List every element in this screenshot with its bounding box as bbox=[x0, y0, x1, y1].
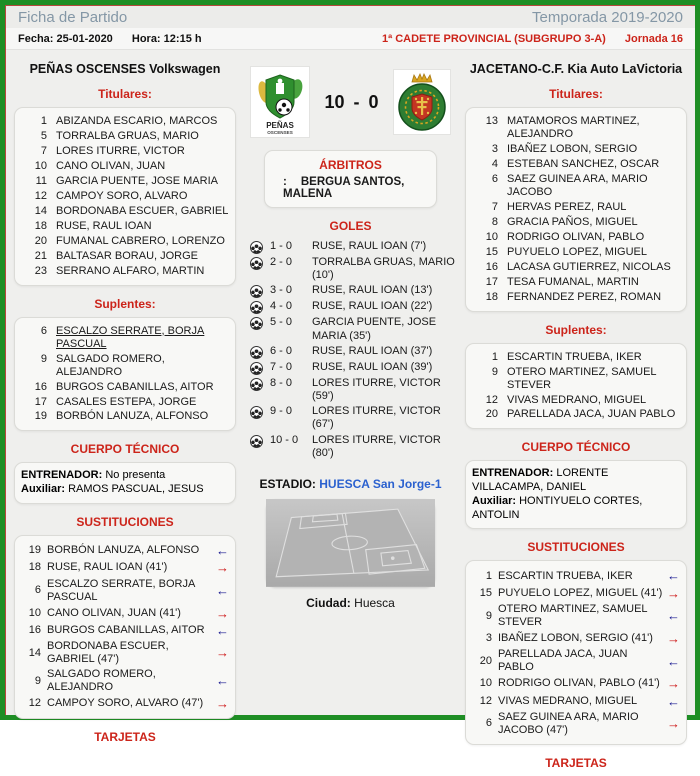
home-cuerpo-tecnico-heading: CUERPO TÉCNICO bbox=[70, 442, 180, 457]
player-name: BORBÓN LANUZA, ALFONSO bbox=[47, 544, 200, 557]
player-name: CANO OLIVAN, JUAN (41') bbox=[47, 606, 181, 619]
player-name: GRACIA PAÑOS, MIGUEL bbox=[507, 215, 638, 228]
home-suplentes-heading: Suplentes: bbox=[94, 296, 156, 311]
goal-row bbox=[246, 360, 455, 376]
goal-score: 4 - 0 bbox=[270, 300, 293, 313]
player-row bbox=[472, 407, 680, 422]
goal-score: 5 - 0 bbox=[270, 316, 293, 329]
player-name: FERNANDEZ PEREZ, ROMAN bbox=[507, 290, 662, 303]
goal-score: 1 - 0 bbox=[270, 240, 293, 252]
player-name: ESCARTIN TRUEBA, IKER bbox=[507, 350, 642, 363]
away-cuerpo-tecnico-box bbox=[465, 460, 687, 529]
player-row bbox=[472, 142, 680, 157]
goles-heading: GOLES bbox=[329, 219, 372, 233]
player-name: VIVAS MEDRANO, MIGUEL bbox=[507, 393, 647, 406]
goals-list bbox=[244, 239, 457, 461]
soccer-ball-icon bbox=[250, 257, 263, 270]
player-name: CASALES ESTEPA, JORGE bbox=[56, 395, 197, 408]
goal-row bbox=[246, 344, 455, 360]
player-name: TESA FUMANAL, MARTIN bbox=[507, 275, 639, 288]
goal-scorer: RUSE, RAUL IOAN (39') bbox=[312, 360, 433, 373]
player-row bbox=[21, 264, 229, 279]
final-score bbox=[324, 92, 378, 113]
player-number: 15 bbox=[485, 245, 498, 258]
player-name: RUSE, RAUL IOAN (41') bbox=[47, 561, 168, 574]
jornada-label: Jornada 16 bbox=[624, 33, 683, 45]
player-name: FUMANAL CABRERO, LORENZO bbox=[56, 234, 225, 247]
soccer-ball-icon bbox=[250, 241, 263, 254]
home-score: 10 bbox=[324, 91, 345, 112]
player-number: 5 bbox=[40, 129, 47, 142]
player-number: 1 bbox=[40, 115, 47, 127]
home-sustituciones-box bbox=[14, 535, 236, 719]
goal-row bbox=[246, 376, 455, 404]
player-number: 1 bbox=[491, 350, 498, 363]
player-row bbox=[21, 409, 229, 424]
competition-group bbox=[382, 33, 683, 45]
home-team-name: PEÑAS OSCENSES Volkswagen bbox=[29, 62, 221, 76]
auxiliar-label: Auxiliar: bbox=[472, 494, 517, 507]
player-name: RODRIGO OLIVAN, PABLO (41') bbox=[498, 677, 660, 690]
entrenador-label: ENTRENADOR: bbox=[21, 469, 103, 482]
player-number: 9 bbox=[40, 352, 47, 365]
player-row bbox=[21, 114, 229, 129]
player-name: CAMPOY SORO, ALVARO (47') bbox=[47, 697, 204, 710]
player-number: 18 bbox=[485, 290, 498, 303]
player-name: ESTEBAN SANCHEZ, OSCAR bbox=[507, 157, 660, 170]
goal-row bbox=[246, 239, 455, 255]
player-row bbox=[21, 204, 229, 219]
player-name: RUSE, RAUL IOAN bbox=[56, 219, 152, 232]
player-name: SERRANO ALFARO, MARTIN bbox=[56, 264, 205, 277]
goal-score: 8 - 0 bbox=[270, 376, 293, 389]
player-name: BURGOS CABANILLAS, AITOR bbox=[47, 624, 205, 637]
estadio-label: ESTADIO: bbox=[259, 476, 316, 491]
player-name: SAEZ GUINEA ARA, MARIO JACOBO (47') bbox=[498, 710, 639, 736]
player-number: 6 bbox=[485, 717, 492, 730]
player-number: 6 bbox=[40, 324, 47, 337]
player-row bbox=[472, 393, 680, 408]
away-suplentes-heading: Suplentes: bbox=[545, 322, 607, 337]
auxiliar-label: Auxiliar: bbox=[21, 483, 66, 496]
fecha-value: 25-01-2020 bbox=[56, 33, 113, 45]
date-time-group bbox=[18, 33, 202, 45]
away-team-crest bbox=[393, 69, 451, 135]
goal-score: 7 - 0 bbox=[270, 360, 293, 373]
player-number: 12 bbox=[28, 697, 41, 710]
away-cuerpo-tecnico-heading: CUERPO TÉCNICO bbox=[521, 440, 631, 455]
svg-text:PEÑAS: PEÑAS bbox=[266, 121, 295, 130]
substitution-arrow-icon bbox=[213, 543, 229, 558]
player-number: 13 bbox=[485, 115, 498, 127]
goal-score: 6 - 0 bbox=[270, 344, 293, 357]
away-entrenador-line bbox=[472, 467, 680, 495]
player-row bbox=[472, 350, 680, 365]
player-row bbox=[21, 174, 229, 189]
player-number: 20 bbox=[34, 234, 47, 247]
player-number: 12 bbox=[34, 189, 47, 202]
player-name: CANO OLIVAN, JUAN bbox=[56, 159, 166, 172]
home-cuerpo-tecnico-box bbox=[14, 462, 236, 504]
player-row bbox=[472, 114, 680, 142]
player-row bbox=[472, 245, 680, 260]
player-number: 18 bbox=[28, 561, 41, 574]
player-row bbox=[21, 324, 229, 352]
substitution-arrow-icon bbox=[213, 583, 229, 598]
home-team-column bbox=[14, 56, 236, 776]
player-name: BORBÓN LANUZA, ALFONSO bbox=[56, 410, 209, 423]
home-suplentes-box bbox=[14, 317, 236, 432]
home-sustituciones-heading: SUSTITUCIONES bbox=[76, 514, 174, 529]
ciudad-line bbox=[244, 596, 457, 610]
player-number: 20 bbox=[485, 408, 498, 421]
player-number: 6 bbox=[34, 584, 41, 597]
match-center-column bbox=[244, 56, 457, 776]
player-number: 21 bbox=[34, 249, 47, 262]
player-number: 12 bbox=[479, 694, 492, 707]
arbitros-heading: ÁRBITROS bbox=[319, 158, 382, 172]
goal-row bbox=[246, 299, 455, 315]
player-number: 16 bbox=[34, 380, 47, 393]
substitution-row bbox=[472, 630, 680, 647]
player-name: GARCIA PUENTE, JOSE MARIA bbox=[56, 174, 218, 187]
player-number: 4 bbox=[491, 157, 498, 170]
player-number: 20 bbox=[479, 654, 492, 667]
soccer-ball-icon bbox=[250, 285, 263, 298]
player-row bbox=[21, 159, 229, 174]
player-number: 19 bbox=[34, 410, 47, 423]
player-number: 10 bbox=[479, 677, 492, 690]
competition-label: 1ª CADETE PROVINCIAL (SUBGRUPO 3-A) bbox=[381, 33, 606, 45]
goal-score: 3 - 0 bbox=[270, 284, 293, 297]
away-sustituciones-box bbox=[465, 560, 687, 744]
player-name: LORES ITURRE, VICTOR bbox=[56, 144, 185, 157]
substitution-arrow-icon bbox=[664, 631, 680, 646]
player-row bbox=[21, 219, 229, 234]
player-number: 18 bbox=[34, 219, 47, 232]
page-title: Ficha de Partido bbox=[18, 9, 128, 26]
player-number: 10 bbox=[485, 230, 498, 243]
substitution-arrow-icon bbox=[213, 606, 229, 621]
player-number: 6 bbox=[491, 172, 498, 185]
home-auxiliar-line bbox=[21, 483, 229, 497]
substitution-row bbox=[21, 559, 229, 576]
player-name: PARELLADA JACA, JUAN PABLO bbox=[498, 648, 628, 674]
goal-scorer: TORRALBA GRUAS, MARIO (10') bbox=[312, 256, 455, 282]
goal-row bbox=[246, 315, 455, 343]
goal-row bbox=[246, 433, 455, 461]
player-number: 10 bbox=[34, 159, 47, 172]
soccer-ball-icon bbox=[250, 346, 263, 359]
player-number: 15 bbox=[479, 586, 492, 599]
player-number: 9 bbox=[34, 674, 41, 687]
player-name: HERVAS PEREZ, RAUL bbox=[507, 200, 627, 213]
player-number: 7 bbox=[40, 144, 47, 157]
substitution-arrow-icon bbox=[664, 694, 680, 709]
player-number: 14 bbox=[28, 646, 41, 659]
substitution-arrow-icon bbox=[213, 673, 229, 688]
player-name: BORDONABA ESCUER, GABRIEL (47') bbox=[47, 640, 169, 666]
entrenador-label: ENTRENADOR: bbox=[472, 467, 554, 480]
entrenador-value: LORENTE VILLACAMPA, DANIEL bbox=[472, 467, 609, 494]
substitution-row bbox=[472, 675, 680, 692]
substitution-row bbox=[472, 585, 680, 602]
away-auxiliar-line bbox=[472, 495, 680, 523]
season-label: Temporada 2019-2020 bbox=[532, 9, 683, 26]
goal-scorer: RUSE, RAUL IOAN (22') bbox=[312, 300, 433, 313]
player-row bbox=[21, 352, 229, 380]
arbitro-prefix: : bbox=[283, 176, 287, 188]
player-row bbox=[21, 189, 229, 204]
player-row bbox=[21, 129, 229, 144]
player-number: 8 bbox=[491, 215, 498, 228]
arbitro-name: BERGUA SANTOS, MALENA bbox=[283, 176, 405, 200]
player-row bbox=[472, 172, 680, 200]
away-team-name: JACETANO-C.F. Kia Auto LaVictoria bbox=[469, 62, 683, 76]
player-number: 9 bbox=[491, 365, 498, 378]
player-name: CAMPOY SORO, ALVARO bbox=[56, 189, 188, 202]
penas-oscenses-crest-icon bbox=[251, 67, 309, 137]
player-number: 11 bbox=[35, 174, 47, 187]
player-row bbox=[21, 395, 229, 410]
substitution-arrow-icon bbox=[664, 654, 680, 669]
player-name: ABIZANDA ESCARIO, MARCOS bbox=[56, 115, 218, 127]
estadio-line bbox=[244, 477, 457, 491]
player-number: 12 bbox=[485, 393, 498, 406]
substitution-row bbox=[21, 667, 229, 695]
substitution-arrow-icon bbox=[664, 568, 680, 583]
arbitros-box bbox=[264, 150, 437, 208]
substitution-row bbox=[472, 602, 680, 630]
player-name: BURGOS CABANILLAS, AITOR bbox=[56, 380, 214, 393]
substitution-row bbox=[21, 605, 229, 622]
main-content bbox=[6, 50, 695, 776]
goal-scorer: RUSE, RAUL IOAN (37') bbox=[312, 344, 433, 357]
substitution-arrow-icon bbox=[213, 645, 229, 660]
substitution-arrow-icon bbox=[664, 676, 680, 691]
goal-score: 9 - 0 bbox=[270, 405, 293, 418]
player-name: VIVAS MEDRANO, MIGUEL bbox=[498, 694, 638, 707]
player-name: RODRIGO OLIVAN, PABLO bbox=[507, 230, 645, 243]
player-name: OTERO MARTINEZ, SAMUEL STEVER bbox=[507, 365, 657, 391]
away-titulares-heading: Titulares: bbox=[549, 87, 603, 101]
fecha-label: Fecha: bbox=[18, 33, 54, 45]
substitution-row bbox=[472, 647, 680, 675]
report-body bbox=[5, 5, 695, 770]
player-number: 16 bbox=[28, 624, 41, 637]
ciudad-value: Huesca bbox=[354, 595, 395, 610]
substitution-arrow-icon bbox=[664, 716, 680, 731]
player-name: BALTASAR BORAU, JORGE bbox=[56, 249, 199, 262]
substitution-arrow-icon bbox=[213, 623, 229, 638]
home-titulares-box bbox=[14, 107, 236, 286]
goal-scorer: GARCIA PUENTE, JOSE MARIA (35') bbox=[312, 316, 437, 342]
player-name: SALGADO ROMERO, ALEJANDRO bbox=[56, 352, 165, 378]
player-row bbox=[21, 144, 229, 159]
player-row bbox=[472, 290, 680, 305]
goal-row bbox=[246, 283, 455, 299]
soccer-ball-icon bbox=[250, 317, 263, 330]
substitution-row bbox=[21, 695, 229, 712]
substitution-row bbox=[21, 622, 229, 639]
hora-value: 12:15 h bbox=[163, 33, 202, 45]
jacetano-crest-icon bbox=[394, 70, 450, 134]
player-name: TORRALBA GRUAS, MARIO bbox=[56, 129, 199, 142]
goal-scorer: RUSE, RAUL IOAN (13') bbox=[312, 284, 433, 297]
away-suplentes-box bbox=[465, 343, 687, 430]
player-number: 19 bbox=[28, 544, 41, 557]
away-sustituciones-heading: SUSTITUCIONES bbox=[527, 540, 625, 555]
substitution-row bbox=[472, 710, 680, 738]
stadium-field-image bbox=[266, 499, 435, 587]
home-team-crest bbox=[250, 66, 310, 138]
player-name: ESCARTIN TRUEBA, IKER bbox=[498, 569, 633, 582]
goal-scorer: LORES ITURRE, VICTOR (80') bbox=[312, 433, 441, 459]
player-name: PARELLADA JACA, JUAN PABLO bbox=[507, 408, 676, 421]
player-row bbox=[21, 249, 229, 264]
hora-label: Hora: bbox=[131, 33, 161, 45]
soccer-ball-icon bbox=[250, 362, 263, 375]
player-name: ESCALZO SERRATE, BORJA PASCUAL bbox=[47, 577, 195, 603]
player-name: BORDONABA ESCUER, GABRIEL bbox=[56, 204, 229, 217]
goal-row bbox=[246, 404, 455, 432]
ciudad-label: Ciudad: bbox=[306, 595, 351, 610]
player-number: 3 bbox=[485, 632, 492, 645]
substitution-row bbox=[21, 542, 229, 559]
player-row bbox=[472, 200, 680, 215]
player-number: 16 bbox=[485, 260, 498, 273]
goal-score: 10 - 0 bbox=[270, 433, 299, 446]
substitution-arrow-icon bbox=[213, 560, 229, 575]
player-number: 7 bbox=[491, 200, 498, 213]
player-row bbox=[472, 365, 680, 393]
player-name: SALGADO ROMERO, ALEJANDRO bbox=[47, 668, 156, 694]
player-row bbox=[472, 260, 680, 275]
away-titulares-box bbox=[465, 107, 687, 312]
substitution-row bbox=[472, 567, 680, 584]
home-entrenador-line bbox=[21, 469, 229, 483]
estadio-link[interactable]: HUESCA San Jorge-1 bbox=[319, 476, 442, 491]
substitution-arrow-icon bbox=[664, 608, 680, 623]
away-score: 0 bbox=[368, 91, 379, 112]
soccer-ball-icon bbox=[250, 406, 263, 419]
substitution-row bbox=[472, 693, 680, 710]
field-illustration-icon bbox=[266, 499, 435, 587]
auxiliar-value: RAMOS PASCUAL, JESUS bbox=[68, 483, 204, 496]
auxiliar-value: HONTIYUELO CORTES, ANTOLIN bbox=[472, 494, 643, 521]
soccer-ball-icon bbox=[250, 301, 263, 314]
player-row bbox=[472, 275, 680, 290]
player-row bbox=[472, 157, 680, 172]
player-name: IBAÑEZ LOBON, SERGIO (41') bbox=[498, 632, 653, 645]
arbitro-line bbox=[271, 176, 430, 200]
player-name: IBAÑEZ LOBON, SERGIO bbox=[507, 142, 638, 155]
player-number: 1 bbox=[485, 569, 492, 582]
player-row bbox=[21, 380, 229, 395]
player-name: LACASA GUTIERREZ, NICOLAS bbox=[507, 260, 671, 273]
title-bar bbox=[6, 6, 695, 28]
goal-scorer: RUSE, RAUL IOAN (7') bbox=[312, 240, 427, 252]
player-number: 17 bbox=[34, 395, 47, 408]
player-number: 3 bbox=[491, 142, 498, 155]
substitution-arrow-icon bbox=[664, 586, 680, 601]
player-name: PUYUELO LOPEZ, MIGUEL bbox=[507, 245, 647, 258]
player-number: 17 bbox=[485, 275, 498, 288]
home-titulares-heading: Titulares: bbox=[98, 87, 152, 101]
score-row bbox=[244, 66, 457, 138]
player-name: PUYUELO LOPEZ, MIGUEL (41') bbox=[498, 586, 663, 599]
player-number: 14 bbox=[34, 204, 47, 217]
player-name: OTERO MARTINEZ, SAMUEL STEVER bbox=[498, 603, 648, 629]
goal-scorer: LORES ITURRE, VICTOR (67') bbox=[312, 405, 441, 431]
player-row bbox=[472, 230, 680, 245]
soccer-ball-icon bbox=[250, 435, 263, 448]
goal-row bbox=[246, 255, 455, 283]
substitution-arrow-icon bbox=[213, 696, 229, 711]
player-number: 23 bbox=[34, 264, 47, 277]
player-row bbox=[472, 215, 680, 230]
player-name: MATAMOROS MARTINEZ, ALEJANDRO bbox=[507, 115, 640, 140]
substitution-row bbox=[21, 639, 229, 667]
info-bar bbox=[6, 28, 695, 50]
away-tarjetas-heading: TARJETAS bbox=[545, 755, 607, 770]
soccer-ball-icon bbox=[250, 378, 263, 391]
svg-text:OSCENSES: OSCENSES bbox=[267, 130, 294, 135]
away-team-column bbox=[465, 56, 687, 776]
player-name: ESCALZO SERRATE, BORJA PASCUAL bbox=[56, 324, 205, 350]
score-separator: - bbox=[353, 91, 360, 112]
player-name: SAEZ GUINEA ARA, MARIO JACOBO bbox=[507, 172, 648, 198]
player-number: 10 bbox=[28, 606, 41, 619]
player-number: 9 bbox=[485, 609, 492, 622]
goal-scorer: LORES ITURRE, VICTOR (59') bbox=[312, 376, 441, 402]
substitution-row bbox=[21, 577, 229, 605]
home-tarjetas-heading: TARJETAS bbox=[94, 730, 156, 745]
goal-score: 2 - 0 bbox=[270, 256, 293, 268]
entrenador-value: No presenta bbox=[105, 469, 166, 482]
player-row bbox=[21, 234, 229, 249]
